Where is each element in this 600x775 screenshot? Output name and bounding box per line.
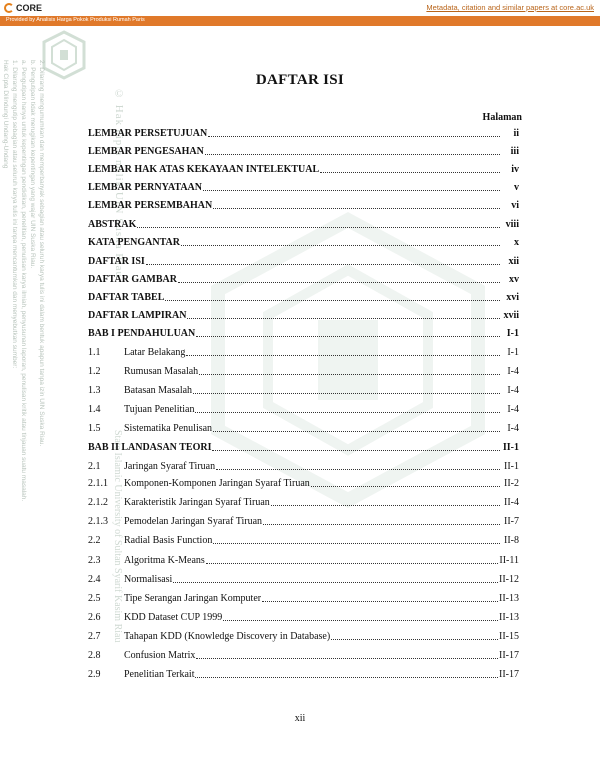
toc-entry[interactable] [88,308,519,322]
notice-line: b. Pengutipan tidak merugikan kepentingan yang wajar UIN Suska Riau. [29,60,36,269]
toc-entry-page: II-1 [504,461,519,472]
toc-entry-label: Jaringan Syaraf Tiruan [124,461,216,472]
toc-entry-page: II-12 [499,574,519,585]
core-header [0,0,600,16]
toc-entry-label: Batasan Masalah [124,385,193,396]
toc-leader-dots [213,431,500,432]
toc-entry-label: Komponen-Komponen Jaringan Syaraf Tiruan [124,478,310,489]
toc-leader-dots [263,524,500,525]
toc-entry[interactable] [88,514,519,528]
toc-entry-number: 2.4 [88,574,101,585]
toc-entry-page: II-2 [504,478,519,489]
notice-line: Hak Cipta Dilindungi Undang-Undang [2,60,9,169]
core-logo-icon [4,3,14,13]
toc-entry-page: v [514,182,519,193]
toc-entry-number: 2.7 [88,631,101,642]
toc-entry[interactable] [88,476,519,490]
toc-leader-dots [137,227,500,228]
toc-entry-page: x [514,237,519,248]
toc-entry[interactable] [88,326,519,340]
toc-entry-page: II-7 [504,516,519,527]
toc-entry-number: 1.5 [88,423,101,434]
toc-entry-number: 2.1.1 [88,478,108,489]
toc-entry-page: II-13 [499,612,519,623]
toc-entry[interactable] [88,459,519,473]
page-number: xii [294,713,306,724]
toc-leader-dots [208,136,500,137]
toc-entry-page: xii [508,256,519,267]
toc-entry-label: DAFTAR ISI [88,256,145,267]
toc-leader-dots [206,563,499,564]
toc-entry-label: LEMBAR HAK ATAS KEKAYAAN INTELEKTUAL [88,164,320,175]
toc-leader-dots [205,154,500,155]
toc-entry[interactable] [88,345,519,359]
toc-entry[interactable] [88,217,519,231]
university-watermark: State Islamic University of Sultan Syarif Kasim Riau [112,430,123,643]
toc-entry-number: 1.4 [88,404,101,415]
toc-entry-page: I-1 [506,328,519,339]
toc-entry-page: I-4 [507,404,519,415]
toc-entry-label: BAB I PENDAHULUAN [88,328,196,339]
core-metadata-link[interactable]: Metadata, citation and similar papers at core.ac.uk [426,3,594,12]
toc-entry-label: Algoritma K-Means [124,555,205,566]
copyright-watermark: © Hak cipta milik UIN Suska Riau [113,88,125,279]
toc-leader-dots [173,582,498,583]
toc-entry-number: 2.8 [88,650,101,661]
toc-entry-label: BAB II LANDASAN TEORI [88,442,212,453]
toc-entry-page: ii [513,128,519,139]
toc-entry-label: Radial Basis Function [124,535,213,546]
toc-leader-dots [311,486,500,487]
toc-entry-label: Penelitian Terkait [124,669,195,680]
toc-entry-page: II-1 [502,442,519,453]
toc-entry-label: LEMBAR PERSEMBAHAN [88,200,213,211]
toc-leader-dots [213,543,500,544]
toc-entry-page: II-17 [499,650,519,661]
toc-entry[interactable] [88,648,519,662]
toc-leader-dots [213,208,500,209]
toc-entry-label: LEMBAR PERSETUJUAN [88,128,208,139]
toc-entry[interactable] [88,591,519,605]
toc-entry-page: II-8 [504,535,519,546]
toc-entry-label: DAFTAR GAMBAR [88,274,177,285]
toc-entry-label: Pemodelan Jaringan Syaraf Tiruan [124,516,263,527]
toc-entry[interactable] [88,533,519,547]
toc-entry-page: I-4 [507,366,519,377]
notice-line: a. Pengutipan hanya untuk kepentingan pendidikan, penelitian, penulisan karya ilmiah, penyusunan laporan, penulisan kritik atau tinjauan suatu masalah. [20,60,27,502]
toc-entry[interactable] [88,144,519,158]
toc-entry-label: Karakteristik Jaringan Syaraf Tiruan [124,497,270,508]
toc-entry[interactable] [88,180,519,194]
toc-leader-dots [195,677,498,678]
toc-entry[interactable] [88,421,519,435]
toc-entry-number: 1.3 [88,385,101,396]
toc-entry-label: Tipe Serangan Jaringan Komputer [124,593,262,604]
toc-leader-dots [203,190,500,191]
toc-entry-page: I-1 [507,347,519,358]
toc-entry[interactable] [88,610,519,624]
toc-entry-page: xvii [503,310,519,321]
toc-entry[interactable] [88,383,519,397]
core-logo[interactable] [4,2,42,14]
toc-entry-number: 1.1 [88,347,101,358]
toc-entry-page: I-4 [507,423,519,434]
toc-entry[interactable] [88,495,519,509]
toc-entry[interactable] [88,364,519,378]
toc-entry[interactable] [88,198,519,212]
provider-bar [0,16,600,26]
toc-entry-label: ABSTRAK [88,219,137,230]
toc-entry[interactable] [88,254,519,268]
toc-entry-label: DAFTAR TABEL [88,292,165,303]
toc-entry[interactable] [88,402,519,416]
toc-entry-page: II-17 [499,669,519,680]
toc-entry-label: Confusion Matrix [124,650,196,661]
toc-entry-page: II-15 [499,631,519,642]
toc-entry[interactable] [88,572,519,586]
toc-entry-label: Tahapan KDD (Knowledge Discovery in Database) [124,631,331,642]
toc-entry-number: 2.3 [88,555,101,566]
notice-line: 2. Dilarang mengumumkan dan memperbanyak sebagian atau seluruh karya tulis ini dalam bentuk apapun tanpa izin UIN Suska Riau. [38,60,45,447]
toc-entry-label: DAFTAR LAMPIRAN [88,310,187,321]
toc-entry-page: iii [510,146,519,157]
toc-entry[interactable] [88,667,519,681]
toc-leader-dots [320,172,500,173]
toc-entry-page: viii [505,219,519,230]
toc-entry-page: xv [509,274,519,285]
toc-entry[interactable] [88,126,519,140]
toc-entry-page: iv [511,164,519,175]
toc-entry[interactable] [88,272,519,286]
toc-entry-label: Normalisasi [124,574,173,585]
toc-entry-page: II-4 [504,497,519,508]
toc-leader-dots [186,355,500,356]
toc-leader-dots [271,505,500,506]
core-label: CORE [16,3,43,13]
toc-entry[interactable] [88,440,519,454]
toc-leader-dots [187,318,500,319]
toc-entry-label: Tujuan Penelitian [124,404,195,415]
toc-entry-label: Latar Belakang [124,347,186,358]
toc-leader-dots [199,374,500,375]
toc-leader-dots [193,393,500,394]
toc-leader-dots [262,601,498,602]
toc-leader-dots [146,264,500,265]
toc-entry-number: 2.2 [88,535,101,546]
toc-entry[interactable] [88,235,519,249]
toc-leader-dots [216,469,500,470]
toc-entry-page: I-4 [507,385,519,396]
toc-entry-label: KATA PENGANTAR [88,237,180,248]
toc-entry-page: xvi [506,292,519,303]
toc-entry-label: LEMBAR PENGESAHAN [88,146,204,157]
toc-leader-dots [212,450,500,451]
toc-entry[interactable] [88,629,519,643]
toc-entry[interactable] [88,553,519,567]
toc-leader-dots [196,336,500,337]
toc-leader-dots [223,620,498,621]
toc-entry-number: 1.2 [88,366,101,377]
page-title: DAFTAR ISI [255,72,345,88]
toc-entry-number: 2.1.2 [88,497,108,508]
page-column-header: Halaman [482,112,522,123]
toc-leader-dots [178,282,500,283]
toc-entry-number: 2.1 [88,461,101,472]
toc-entry-number: 2.6 [88,612,101,623]
toc-leader-dots [195,412,500,413]
toc-leader-dots [181,245,500,246]
toc-entry-number: 2.5 [88,593,101,604]
toc-leader-dots [331,639,498,640]
copyright-notice [2,60,45,760]
toc-leader-dots [196,658,498,659]
toc-leader-dots [165,300,500,301]
notice-line: 1. Dilarang mengutip sebagian atau seluruh karya tulis ini tanpa mencantumkan dan menyebutkan sumber: [11,60,18,369]
toc-entry-number: 2.1.3 [88,516,108,527]
toc-entry-page: vi [511,200,519,211]
toc-entry-label: Sistematika Penulisan [124,423,213,434]
toc-entry-label: Rumusan Masalah [124,366,199,377]
toc-entry-page: II-13 [499,593,519,604]
toc-entry-number: 2.9 [88,669,101,680]
toc-entry-page: II-11 [499,555,519,566]
provider-text: Provided by Analisis Harga Pokok Produksi Rumah Paris [6,17,145,23]
toc-entry[interactable] [88,162,519,176]
toc-entry-label: KDD Dataset CUP 1999 [124,612,223,623]
toc-entry-label: LEMBAR PERNYATAAN [88,182,202,193]
toc-entry[interactable] [88,290,519,304]
